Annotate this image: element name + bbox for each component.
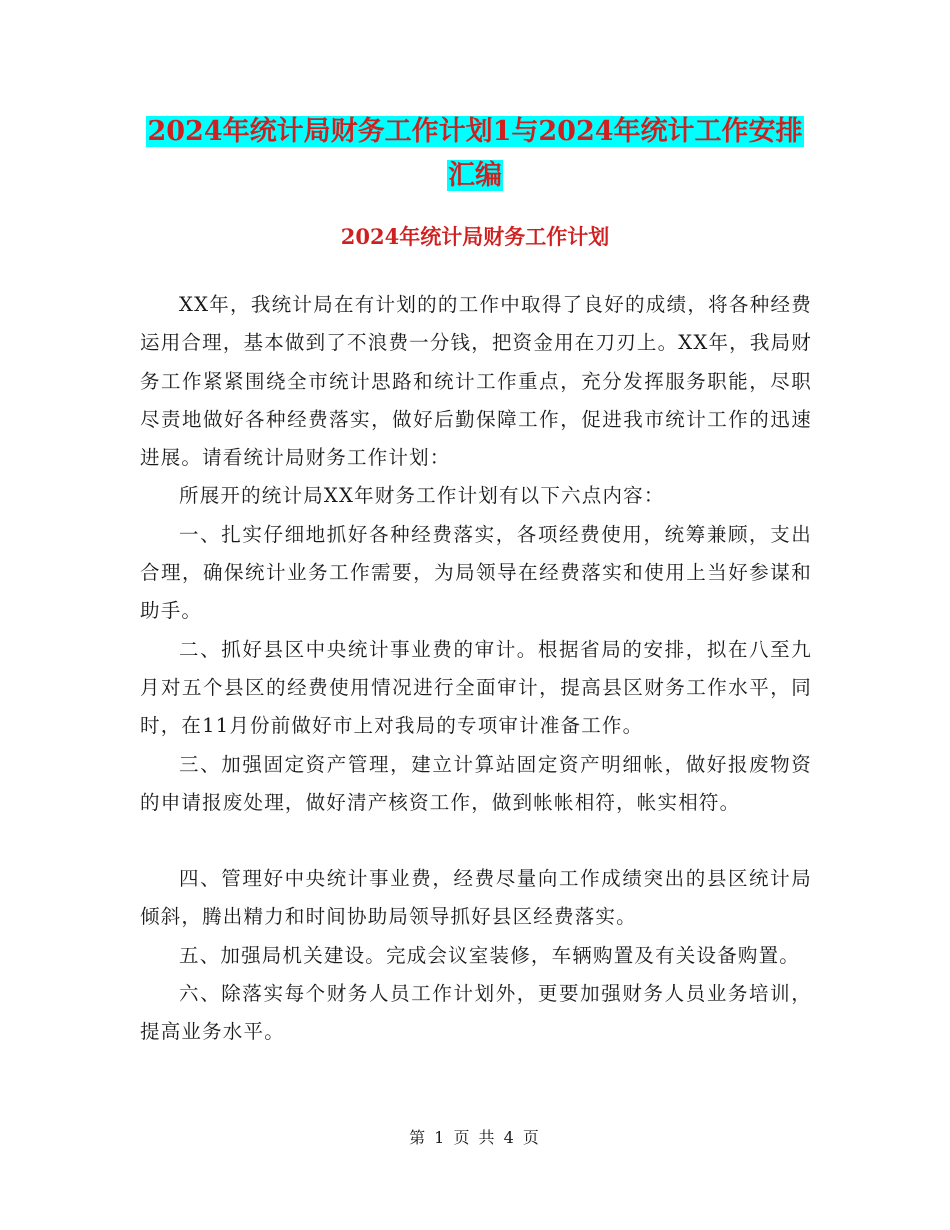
- section-title: 2024年统计局财务工作计划: [340, 224, 610, 249]
- paragraph-item-2: 二、抓好县区中央统计事业费的审计。根据省局的安排，拟在八至九月对五个县区的经费使用情况进行全面审计，提高县区财务工作水平，同时，在11月份前做好市上对我局的专项审计准备工作。: [140, 637, 812, 738]
- paragraph-item-1: 一、扎实仔细地抓好各种经费落实，各项经费使用，统筹兼顾，支出合理，确保统计业务工作需要，为局领导在经费落实和使用上当好参谋和助手。: [140, 522, 812, 623]
- document-title-line2: 汇编: [448, 160, 502, 191]
- document-title-line1: 2024年统计局财务工作计划1与2024年统计工作安排: [147, 116, 803, 147]
- paragraph-item-4: 四、管理好中央统计事业费，经费尽量向工作成绩突出的县区统计局倾斜，腾出精力和时间协助局领导抓好县区经费落实。: [140, 867, 812, 929]
- document-body: [140, 286, 812, 1052]
- paragraph-item-6: 六、除落实每个财务人员工作计划外，更要加强财务人员业务培训，提高业务水平。: [140, 982, 812, 1044]
- paragraph-item-5: 五、加强局机关建设。完成会议室装修，车辆购置及有关设备购置。: [179, 943, 801, 967]
- paragraph-item-3: 三、加强固定资产管理，建立计算站固定资产明细帐，做好报废物资的申请报废处理，做好清产核资工作，做到帐帐相符，帐实相符。: [140, 752, 812, 814]
- page-footer: 第 1 页 共 4 页: [409, 1128, 541, 1147]
- paragraph-overview: 所展开的统计局XX年财务工作计划有以下六点内容：: [179, 484, 665, 508]
- paragraph-intro: XX年，我统计局在有计划的的工作中取得了良好的成绩，将各种经费运用合理，基本做到了不浪费一分钱，把资金用在刀刃上。XX年，我局财务工作紧紧围绕全市统计思路和统计工作重点，充分发挥服务职能，尽职尽责地做好各种经费落实，做好后勤保障工作，促进我市统计工作的迅速进展。请看统计局财务工作计划：: [140, 293, 812, 470]
- document-title: [0, 112, 950, 196]
